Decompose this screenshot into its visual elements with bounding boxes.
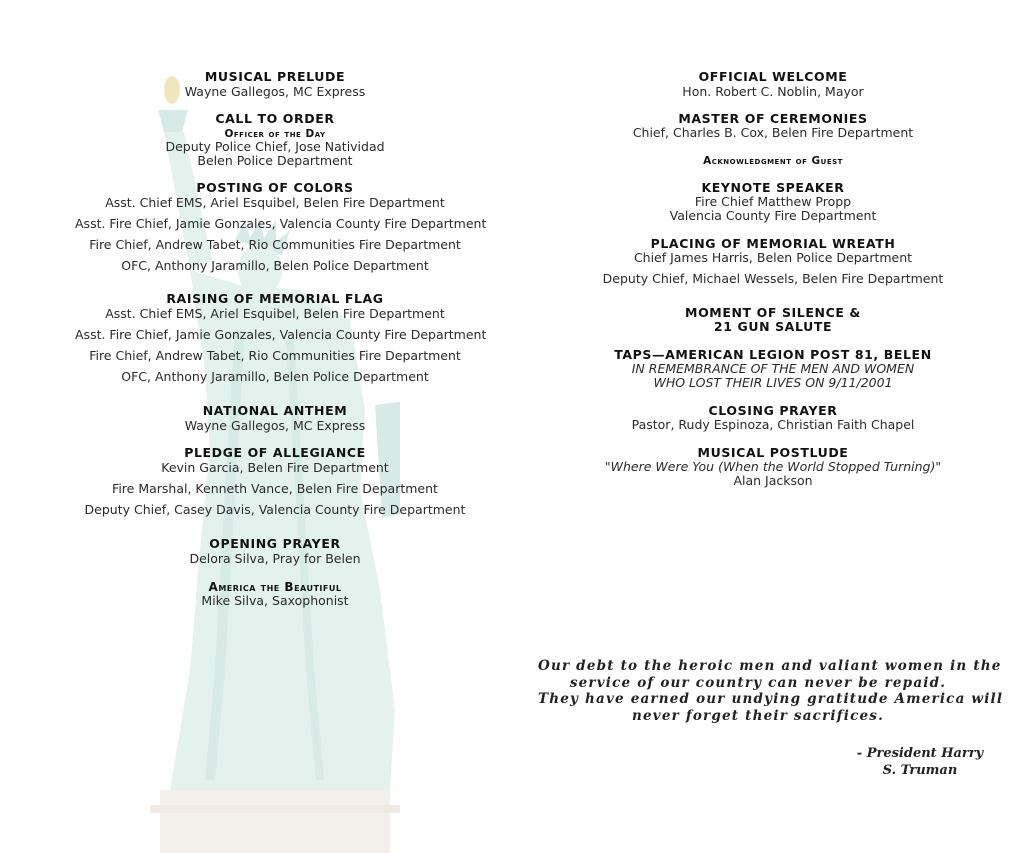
opening-prayer-heading: OPENING PRAYER	[209, 536, 341, 551]
remembrance-line: IN REMEMBRANCE OF THE MEN AND WOMEN	[631, 361, 915, 376]
posting-of-colors-line: Asst. Fire Chief, Jamie Gonzales, Valencia County Fire Department	[75, 216, 487, 231]
call-to-order-department: Belen Police Department	[197, 153, 353, 168]
raising-flag-line: OFC, Anthony Jaramillo, Belen Police Department	[121, 369, 429, 384]
pledge-line: Deputy Chief, Casey Davis, Valencia County Fire Department	[84, 502, 466, 517]
closing-prayer-line: Pastor, Rudy Espinoza, Christian Faith Chapel	[631, 417, 915, 432]
attribution-line: S. Truman	[882, 762, 958, 778]
quote-line: never forget their sacrifices.	[632, 707, 884, 724]
call-to-order-heading: CALL TO ORDER	[215, 111, 335, 126]
closing-prayer-heading: CLOSING PRAYER	[708, 403, 838, 418]
keynote-speaker-department: Valencia County Fire Department	[669, 208, 877, 223]
official-welcome-heading: OFFICIAL WELCOME	[698, 69, 848, 84]
official-welcome-speaker: Hon. Robert C. Noblin, Mayor	[682, 84, 864, 99]
musical-postlude-heading: MUSICAL POSTLUDE	[697, 445, 849, 460]
posting-of-colors-line: OFC, Anthony Jaramillo, Belen Police Department	[121, 258, 429, 273]
musical-prelude-heading: MUSICAL PRELUDE	[204, 69, 346, 84]
quote-attribution	[830, 746, 1010, 779]
national-anthem-performer: Wayne Gallegos, MC Express	[184, 418, 366, 433]
musical-postlude-song: "Where Were You (When the World Stopped Turning)"	[604, 459, 942, 474]
raising-flag-line: Fire Chief, Andrew Tabet, Rio Communities Fire Department	[89, 348, 461, 363]
officer-of-the-day-subheading: Officer of the Day	[224, 128, 326, 140]
taps-heading: TAPS—AMERICAN LEGION POST 81, BELEN	[614, 347, 932, 362]
pledge-line: Fire Marshal, Kenneth Vance, Belen Fire Department	[112, 481, 438, 496]
master-of-ceremonies-name: Chief, Charles B. Cox, Belen Fire Department	[632, 125, 914, 140]
acknowledgment-of-guest-heading: Acknowledgment of Guest	[703, 155, 843, 167]
musical-postlude-artist: Alan Jackson	[733, 473, 813, 488]
memorial-wreath-line: Deputy Chief, Michael Wessels, Belen Fire Department	[602, 271, 944, 286]
america-the-beautiful-performer: Mike Silva, Saxophonist	[201, 593, 349, 608]
raising-flag-line: Asst. Fire Chief, Jamie Gonzales, Valencia County Fire Department	[75, 327, 487, 342]
america-the-beautiful-heading: America the Beautiful	[208, 580, 342, 594]
posting-of-colors-heading: POSTING OF COLORS	[196, 180, 354, 195]
memorial-wreath-line: Chief James Harris, Belen Police Department	[633, 250, 913, 265]
raising-flag-line: Asst. Chief EMS, Ariel Esquibel, Belen Fire Department	[105, 306, 445, 321]
call-to-order-officer: Deputy Police Chief, Jose Natividad	[165, 139, 385, 154]
raising-memorial-flag-heading: RAISING OF MEMORIAL FLAG	[166, 291, 384, 306]
posting-of-colors-line: Fire Chief, Andrew Tabet, Rio Communities Fire Department	[89, 237, 461, 252]
gun-salute-heading: 21 GUN SALUTE	[713, 319, 833, 334]
quote-line: Our debt to the heroic men and valiant women in the	[538, 658, 1002, 674]
keynote-speaker-heading: KEYNOTE SPEAKER	[701, 180, 845, 195]
musical-prelude-performer: Wayne Gallegos, MC Express	[184, 84, 366, 99]
remembrance-line: WHO LOST THEIR LIVES ON 9/11/2001	[653, 375, 893, 390]
truman-quote	[538, 658, 1004, 724]
quote-line: service of our country can never be repaid.	[569, 674, 947, 691]
master-of-ceremonies-heading: MASTER OF CEREMONIES	[678, 111, 868, 126]
moment-of-silence-heading: MOMENT OF SILENCE &	[685, 305, 861, 320]
memorial-wreath-heading: PLACING OF MEMORIAL WREATH	[650, 236, 896, 251]
opening-prayer-line: Delora Silva, Pray for Belen	[189, 551, 361, 566]
quote-line: They have earned our undying gratitude America will	[538, 691, 1004, 707]
pledge-line: Kevin Garcia, Belen Fire Department	[161, 460, 389, 475]
national-anthem-heading: NATIONAL ANTHEM	[202, 403, 348, 418]
posting-of-colors-line: Asst. Chief EMS, Ariel Esquibel, Belen Fire Department	[105, 195, 445, 210]
attribution-line: - President Harry	[856, 746, 984, 761]
keynote-speaker-name: Fire Chief Matthew Propp	[694, 194, 852, 209]
pledge-of-allegiance-heading: PLEDGE OF ALLEGIANCE	[184, 445, 366, 460]
